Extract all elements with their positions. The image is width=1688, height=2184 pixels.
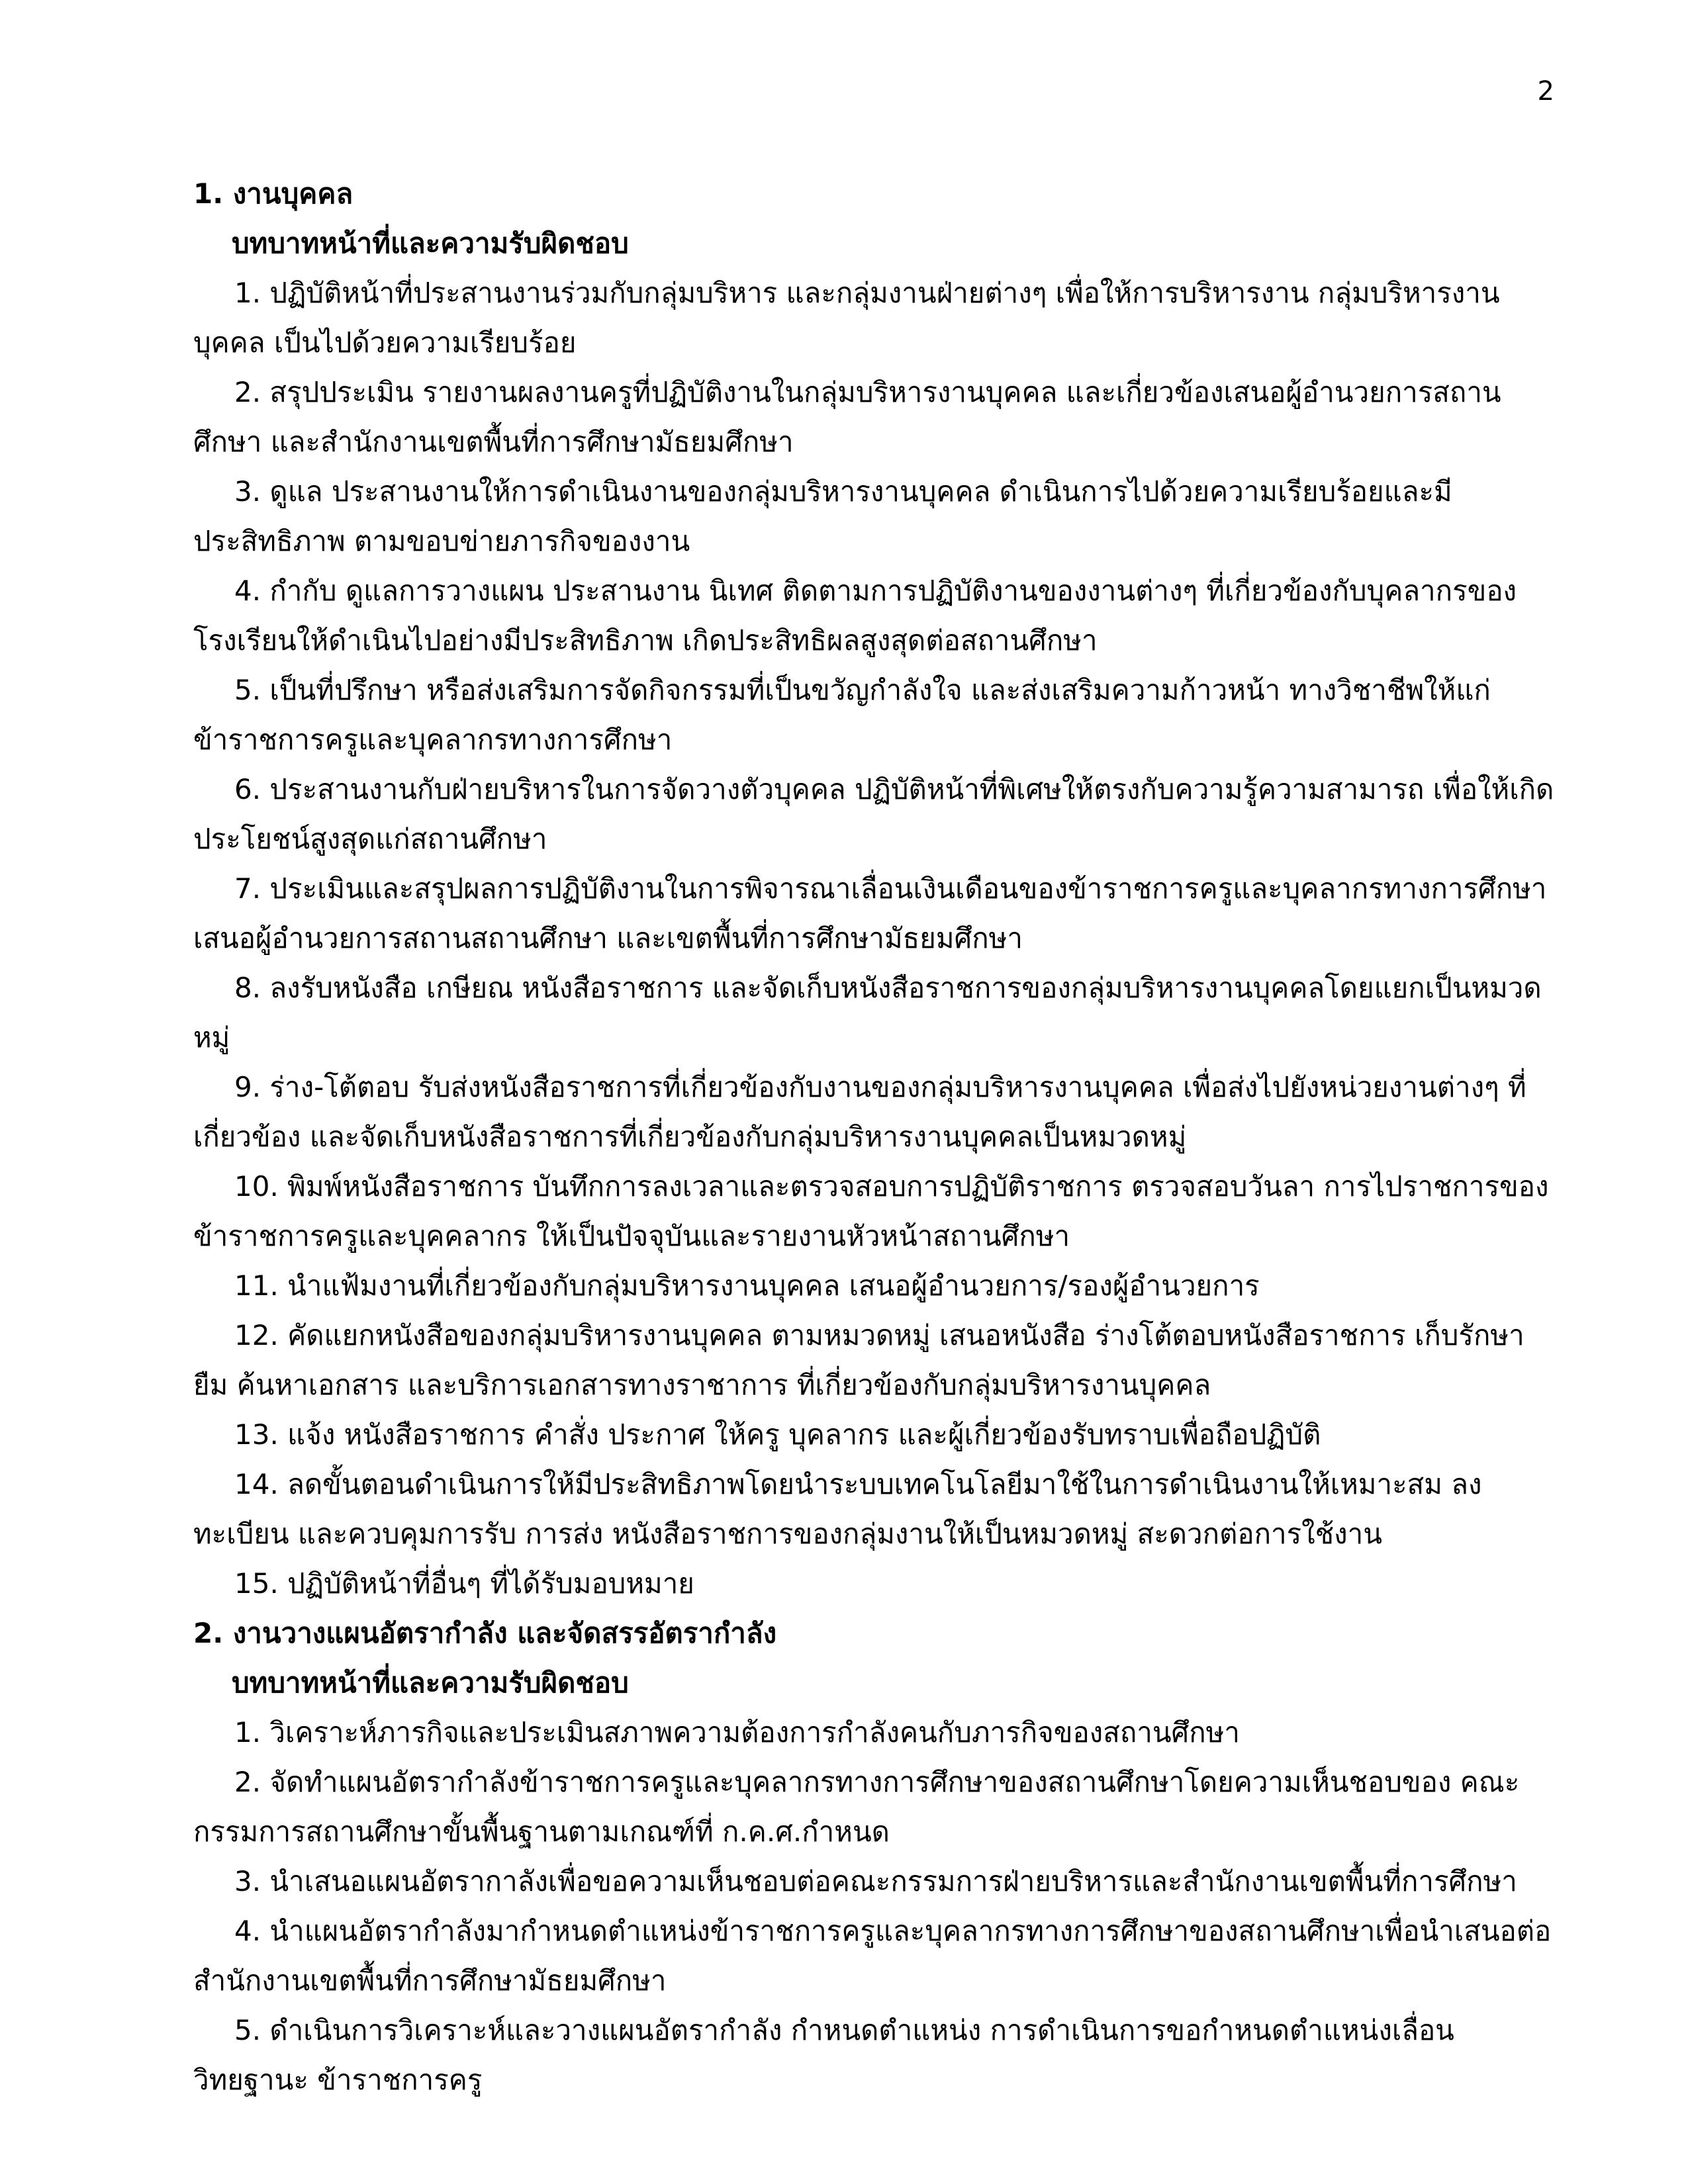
list-item: 6. ประสานงานกับฝ่ายบริหารในการจัดวางตัวบุคคล ปฏิบัติหน้าที่พิเศษให้ตรงกับความรู้ความสามารถ เพื่อให้เกิด ประโยชน์สูงสุดแก่สถานศึกษา bbox=[193, 773, 1554, 855]
list-item: 11. นำแฟ้มงานที่เกี่ยวข้องกับกลุ่มบริหารงานบุคคล เสนอผู้อำนวยการ/รองผู้อำนวยการ bbox=[234, 1269, 1260, 1302]
list-item: 4. กำกับ ดูแลการวางแผน ประสานงาน นิเทศ ติดตามการปฏิบัติงานของงานต่างๆ ที่เกี่ยวข้องกับบุคลากรของ โรงเรียนให้ดำเนินไปอย่างมีประสิทธิภาพ เกิดประสิทธิผลสูงสุดต่อสถานศึกษา bbox=[193, 574, 1517, 657]
section-subheading: บทบาทหน้าที่และความรับผิดชอบ bbox=[232, 227, 629, 259]
section-subheading: บทบาทหน้าที่และความรับผิดชอบ bbox=[232, 1666, 629, 1699]
list-item: 3. นำเสนอแผนอัตรากาลังเพื่อขอความเห็นชอบต่อคณะกรรมการฝ่ายบริหารและสำนักงานเขตพื้นที่การศึกษา bbox=[234, 1865, 1517, 1897]
list-item: 13. แจ้ง หนังสือราชการ คำสั่ง ประกาศ ให้ครู บุคลากร และผู้เกี่ยวข้องรับทราบเพื่อถือปฏิบัติ bbox=[234, 1418, 1321, 1451]
list-item: 7. ประเมินและสรุปผลการปฏิบัติงานในการพิจารณาเลื่อนเงินเดือนของข้าราชการครูและบุคลากรทางการศึกษา เสนอผู้อำนวยการสถานสถานศึกษา และเขตพื้นที่การศึกษามัธยมศึกษา bbox=[193, 872, 1547, 954]
list-item: 5. ดำเนินการวิเคราะห์และวางแผนอัตรากำลัง กำหนดตำแหน่ง การดำเนินการขอกำหนดตำแหน่งเลื่อนวิทยฐานะ ข้าราชการครู bbox=[193, 2014, 1454, 2096]
document-body bbox=[193, 169, 1557, 2105]
list-item: 4. นำแผนอัตรากำลังมากำหนดตำแหน่งข้าราชการครูและบุคลากรทางการศึกษาของสถานศึกษาเพื่อนำเสนอต่อ สำนักงานเขตพื้นที่การศึกษามัธยมศึกษา bbox=[193, 1915, 1552, 1997]
list-item: 3. ดูแล ประสานงานให้การดำเนินงานของกลุ่มบริหารงานบุคคล ดำเนินการไปด้วยความเรียบร้อยและมีประสิทธิภาพ ตามขอบข่ายภารกิจของงาน bbox=[193, 475, 1452, 557]
list-item: 2. จัดทำแผนอัตรากำลังข้าราชการครูและบุคลากรทางการศึกษาของสถานศึกษาโดยความเห็นชอบของ คณะกรรมการสถานศึกษาขั้นพื้นฐานตามเกณฑ์ที่ ก.ค.ศ.กำหนด bbox=[193, 1766, 1520, 1848]
list-item: 12. คัดแยกหนังสือของกลุ่มบริหารงานบุคคล ตามหมวดหมู่ เสนอหนังสือ ร่างโต้ตอบหนังสือราชการ เก็บรักษา ยืม ค้นหาเอกสาร และบริการเอกสารทางราชาการ ที่เกี่ยวข้องกับกลุ่มบริหารงานบุคคล bbox=[193, 1319, 1524, 1401]
page-number: 2 bbox=[1537, 76, 1554, 107]
list-item: 10. พิมพ์หนังสือราชการ บันทึกการลงเวลาและตรวจสอบการปฏิบัติราชการ ตรวจสอบวันลา การไปราชการของ ข้าราชการครูและบุคคลากร ให้เป็นปัจจุบันและรายงานหัวหน้าสถานศึกษา bbox=[193, 1170, 1549, 1252]
list-item: 5. เป็นที่ปรึกษา หรือส่งเสริมการจัดกิจกรรมที่เป็นขวัญกำลังใจ และส่งเสริมความก้าวหน้า ทางวิชาชีพให้แก่ ข้าราชการครูและบุคลากรทางการศึกษา bbox=[193, 674, 1491, 756]
list-item: 1. ปฏิบัติหน้าที่ประสานงานร่วมกับกลุ่มบริหาร และกลุ่มงานฝ่ายต่างๆ เพื่อให้การบริหารงาน กลุ่มบริหารงานบุคคล เป็นไปด้วยความเรียบร้อย bbox=[193, 277, 1500, 359]
list-item: 1. วิเคราะห์ภารกิจและประเมินสภาพความต้องการกำลังคนกับภารกิจของสถานศึกษา bbox=[234, 1716, 1240, 1749]
section-title: 1. งานบุคคล bbox=[193, 177, 353, 210]
list-item: 9. ร่าง-โต้ตอบ รับส่งหนังสือราชการที่เกี่ยวข้องกับงานของกลุ่มบริหารงานบุคคล เพื่อส่งไปยังหน่วยงานต่างๆ ที่ เกี่ยวข้อง และจัดเก็บหนังสือราชการที่เกี่ยวข้องกับกลุ่มบริหารงานบุคคลเป็นหมวดหมู่ bbox=[193, 1071, 1526, 1153]
section-title: 2. งานวางแผนอัตรากำลัง และจัดสรรอัตรากำลัง bbox=[193, 1617, 777, 1649]
list-item: 15. ปฏิบัติหน้าที่อื่นๆ ที่ได้รับมอบหมาย bbox=[234, 1567, 694, 1600]
list-item: 2. สรุปประเมิน รายงานผลงานครูที่ปฏิบัติงานในกลุ่มบริหารงานบุคคล และเกี่ยวข้องเสนอผู้อำนวยการสถานศึกษา และสำนักงานเขตพื้นที่การศึกษามัธยมศึกษา bbox=[193, 376, 1501, 458]
list-item: 8. ลงรับหนังสือ เกษียณ หนังสือราชการ และจัดเก็บหนังสือราชการของกลุ่มบริหารงานบุคคลโดยแยกเป็นหมวดหมู่ bbox=[193, 972, 1542, 1054]
list-item: 14. ลดขั้นตอนดำเนินการให้มีประสิทธิภาพโดยนำระบบเทคโนโลยีมาใช้ในการดำเนินงานให้เหมาะสม ลงทะเบียน และควบคุมการรับ การส่ง หนังสือราชการของกลุ่มงานให้เป็นหมวดหมู่ สะดวกต่อการใช้งาน bbox=[193, 1468, 1482, 1550]
